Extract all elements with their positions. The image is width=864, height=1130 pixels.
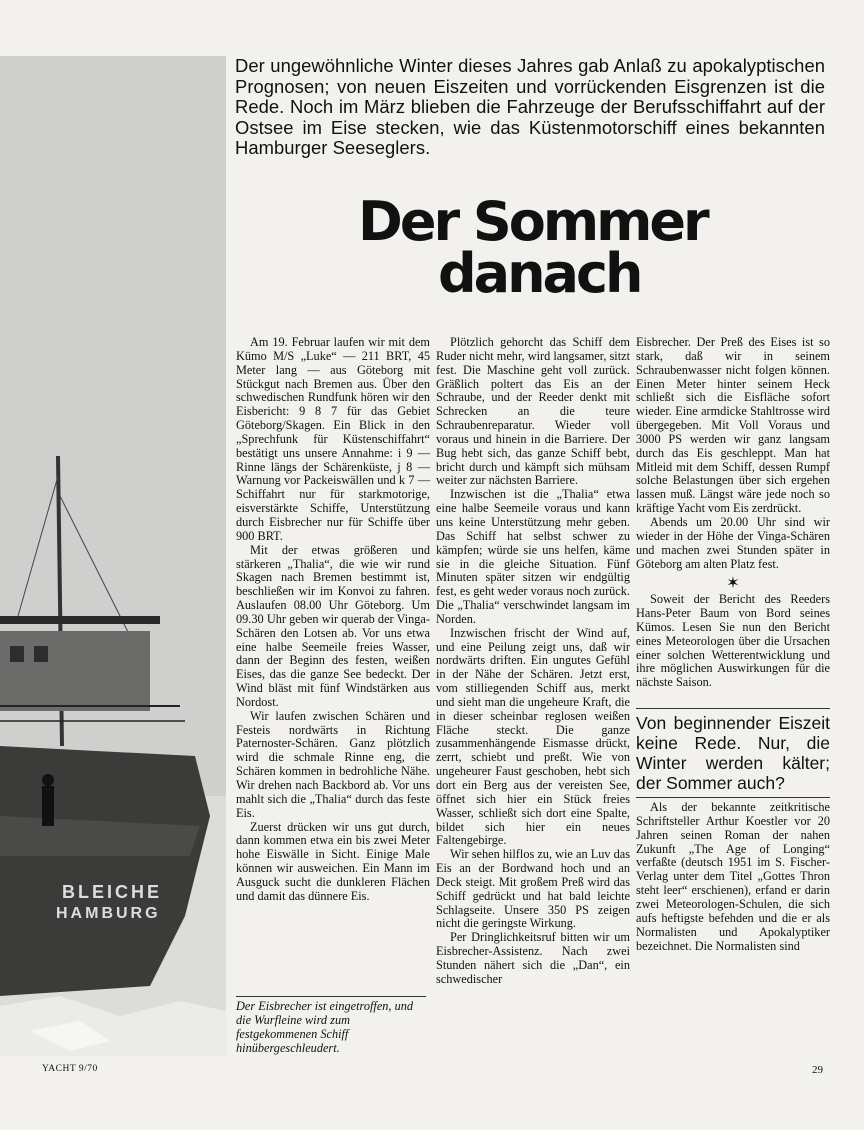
paragraph: Wir laufen zwischen Schären und Festeis nordwärts in Richtung Paternoster-Schären. Ganz plötzlich wird die schmale Rinne eng, die Schären kommen in bedrohliche Nähe. Wir drehen nach Backbord ab. Vor uns mahlt sich die „Thalia“ durch das feste Eis. <box>236 708 430 820</box>
paragraph: Abends um 20.00 Uhr sind wir wieder in der Höhe der Vinga-Schären und machen zwei Stunden später in Göteborg am alten Platz fest. <box>636 514 830 571</box>
page-number: 29 <box>812 1064 823 1076</box>
paragraph: Am 19. Februar laufen wir mit dem Kümo M/S „Luke“ — 211 BRT, 45 Meter lang — aus Göteborg mit Stückgut nach Bremen aus. Über den schwedischen Rundfunk hören wir den Eisbericht: 9 8 7 für das Gebiet Göteborg/Skagen. Ein Blick in den „Sprechfunk für Küstenschiffahrt“ bestätigt uns unsere Annahme: i 9 — Rinne längs der Schärenküste, j 8 — Warnung vor Packeiswällen und k 7 — Schiffahrt nur für starkmotorige, eisverstärkte Schiffe, Unterstützung durch Eisbrecher nur für Schiffe über 900 BRT. <box>236 335 430 543</box>
ship-photo <box>0 56 226 1056</box>
article-column-3 <box>636 336 830 953</box>
sub-headline: Von beginnender Eiszeit keine Rede. Nur, die Winter werden kälter; der Sommer auch? <box>636 708 830 793</box>
article-column-1 <box>236 336 430 904</box>
paragraph: Per Dringlichkeitsruf bitten wir um Eisbrecher-Assistenz. Nach zwei Stunden nähert sich die „Dan“, ein schwedischer <box>436 930 630 986</box>
paragraph: Inzwischen ist die „Thalia“ etwa eine halbe Seemeile voraus und kann uns keine Unterstützung mehr geben. Das Schiff hat selbst schwer zu kämpfen; würde sie uns helfen, käme sie in die gleiche Situation. Fünf Minuten später sitzen wir endgültig fest, es geht weder voraus noch zurück. Die „Thalia“ verschwindet langsam im Norden. <box>436 487 630 626</box>
section-star-icon: ✶ <box>726 575 740 593</box>
icebreaker-ship-photo-icon <box>0 56 226 1056</box>
hull-lettering-2: HAMBURG <box>56 905 161 922</box>
paragraph: Wir sehen hilflos zu, wie an Luv das Eis an der Bordwand hoch und an Deck steigt. Mit großem Preß wird das Schiff gedrückt und hat bald leichte Schlagseite. Unsere 350 PS zeigen nicht die geringste Wirkung. <box>436 847 630 931</box>
paragraph: Zuerst drücken wir uns gut durch, dann kommen etwa ein bis zwei Meter hohe Eiswälle in Sicht. Einige Male können wir ausweichen. Ein Mann im Ausguck sucht die dunkleren Flächen und damit das dünnere Eis. <box>236 819 430 903</box>
photo-caption: Der Eisbrecher ist eingetroffen, und die Wurfleine wird zum festgekommenen Schiff hinübergeschleudert. <box>236 996 426 1055</box>
headline-line-2: danach <box>438 242 641 305</box>
paragraph: Soweit der Bericht des Reeders Hans-Peter Baum von Bord seines Kümos. Lesen Sie nun den Bericht eines Meteorologen über die Ursachen einer solchen Wetterentwicklung und ihre möglichen Auswirkungen für die nächste Saison. <box>636 592 830 690</box>
headline-line-1: Der Sommer <box>358 190 707 253</box>
divider <box>636 797 830 798</box>
paragraph: Inzwischen frischt der Wind auf, und eine Peilung zeigt uns, daß wir nordwärts driften. Ein ungutes Gefühl in der Nähe der Schären. Jetzt erst, vom stilliegenden Schiff aus, merkt und sieht man die ungeheure Kraft, die in dieser scheinbar reglosen weißen Fläche steckt. Die ganze zusammenhängende Eismasse drückt, zerrt, schiebt und preßt. Wie von ungeheurer Faust geschoben, hebt sich dort ein Berg aus der vereisten See, öffnet sich hier ein Stück freies Wasser, schließt sich dort eine Spalte, bildet sich hier ein neues Faltengebirge. <box>436 625 630 848</box>
paragraph: Eisbrecher. Der Preß des Eises ist so stark, daß wir in seinem Schraubenwasser nicht folgen können. Einen Meter hinter seinem Heck schließt sich die Eisfläche sofort wieder. Eine armdicke Stahltrosse wird übergegeben. Mit Voll Voraus und 3000 PS werden wir ganz langsam durch das Eis geschleppt. Man hat Mitleid mit dem Schiff, dessen Rumpf solche Belastungen über sich ergehen lassen muß. Längst wäre jede noch so kräftige Yacht vom Eis zerdrückt. <box>636 335 830 516</box>
headline <box>358 190 718 305</box>
paragraph: Plötzlich gehorcht das Schiff dem Ruder nicht mehr, wird langsamer, sitzt fest. Die Maschine geht voll zurück. Gräßlich poltert das Eis an der Schraube, und der Reeder denkt mit Schrecken an die teure Schraubenreparatur. Wieder voll voraus und hinein in die Barriere. Der Bug hebt sich, das ganze Schiff bebt, bricht durch und kämpft sich mühsam weiter zur nächsten Barriere. <box>436 335 631 488</box>
lead-paragraph: Der ungewöhnliche Winter dieses Jahres gab Anlaß zu apokalyptischen Prognosen; von neuen Eiszeiten und vorrückenden Eisgrenzen ist die Rede. Noch im März blieben die Fahrzeuge der Berufsschiffahrt auf der Ostsee im Eise stecken, wie das Küstenmotorschiff eines bekannten Hamburger Seeseglers. <box>235 55 825 159</box>
paragraph: Als der bekannte zeitkritische Schriftsteller Arthur Koestler vor 20 Jahren seinen Roman der nahen Zukunft „The Age of Longing“ verfaßte (deutsch 1951 im S. Fischer-Verlag unter dem Titel „Gottes Thron steht leer“ erschienen), erfand er darin zwei Meteorologen-Schulen, die sich aufs heftigste befehden und die er als Normalisten und Apokalyptiker bezeichnet. Die Normalisten sind <box>636 800 830 953</box>
article-column-2 <box>436 336 630 987</box>
folio-left: YACHT 9/70 <box>42 1064 98 1074</box>
hull-lettering-1: BLEICHE <box>62 882 163 902</box>
paragraph: Mit der etwas größeren und stärkeren „Thalia“, die wie wir rund Skagen nach Bremen bestimmt ist, beschließen wir im Konvoi zu fahren. Auslaufen 08.00 Uhr Göteborg. Um 09.30 Uhr geben wir querab der Vinga-Schären den Lotsen ab. Vor uns etwa eine halbe Seemeile freies Wasser, dann der Beginn des festen, weißen Eises, das die ganze See bedeckt. Der Wind bläst mit fünf Windstärken aus Nordost. <box>236 542 430 709</box>
